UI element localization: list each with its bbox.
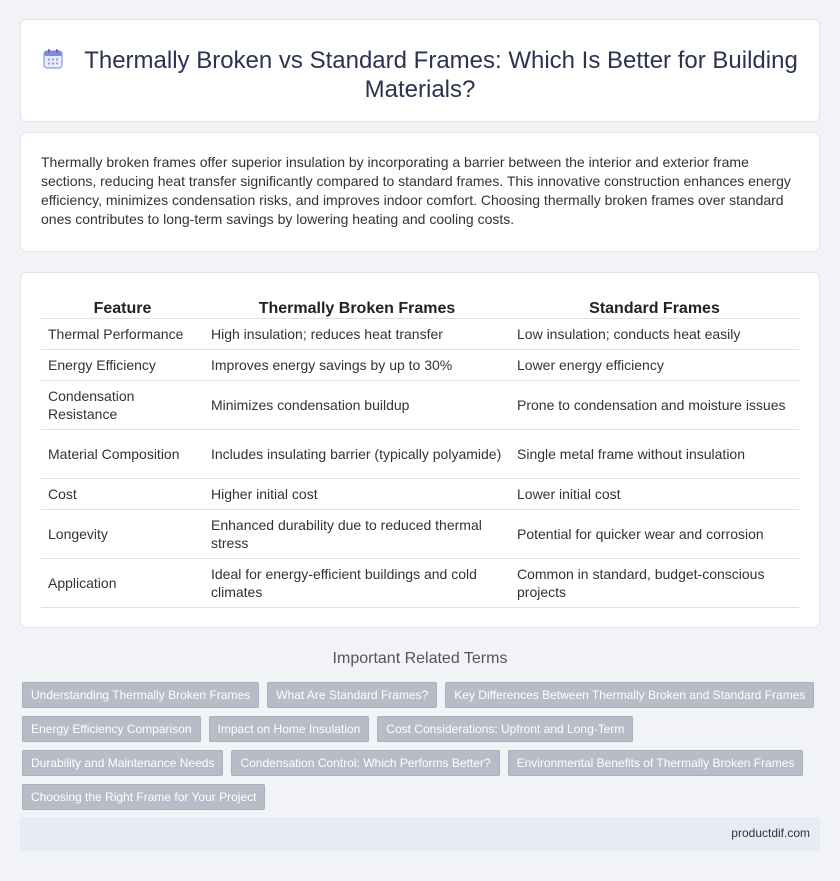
table-cell: Prone to condensation and moisture issues [510,380,799,429]
table-cell: Thermal Performance [41,318,204,349]
related-term-link[interactable]: Cost Considerations: Upfront and Long-Term [377,716,633,742]
table-cell: Ideal for energy-efficient buildings and cold climates [204,558,510,607]
table-row [41,380,799,429]
header-standard: Standard Frames [510,295,799,318]
table-cell: Material Composition [41,429,204,478]
intro-card [20,132,820,252]
related-term-link[interactable]: Impact on Home Insulation [209,716,370,742]
table-row [41,558,799,607]
table-cell: Improves energy savings by up to 30% [204,349,510,380]
table-cell: Longevity [41,509,204,558]
intro-paragraph: Thermally broken frames offer superior insulation by incorporating a barrier between the interior and exterior frame sections, reducing heat transfer significantly compared to standard frames. This innovative construction enhances energy efficiency, minimizes condensation risks, and improves indoor comfort. Choosing thermally broken frames over standard ones contributes to long-term savings by lowering heating and cooling costs. [41,154,791,227]
table-cell: Application [41,558,204,607]
table-cell: Minimizes condensation buildup [204,380,510,429]
table-header-row [41,295,799,318]
footer-site-link[interactable]: productdif.com [731,826,810,840]
comparison-table [41,295,799,608]
table-cell: Potential for quicker wear and corrosion [510,509,799,558]
table-cell: Cost [41,478,204,509]
related-term-link[interactable]: Energy Efficiency Comparison [22,716,201,742]
header-feature: Feature [41,295,204,318]
table-row [41,478,799,509]
table-cell: Single metal frame without insulation [510,429,799,478]
table-cell: Common in standard, budget-conscious projects [510,558,799,607]
related-terms-list [22,682,822,810]
table-cell: Includes insulating barrier (typically polyamide) [204,429,510,478]
table-cell: Higher initial cost [204,478,510,509]
related-term-link[interactable]: Durability and Maintenance Needs [22,750,223,776]
table-cell: Low insulation; conducts heat easily [510,318,799,349]
related-term-link[interactable]: Understanding Thermally Broken Frames [22,682,259,708]
comparison-table-card [20,272,820,628]
table-cell: Lower initial cost [510,478,799,509]
related-term-link[interactable]: What Are Standard Frames? [267,682,437,708]
table-cell: High insulation; reduces heat transfer [204,318,510,349]
page-title-row [21,46,819,104]
table-cell: Lower energy efficiency [510,349,799,380]
related-terms-title: Important Related Terms [332,650,508,667]
table-cell: Energy Efficiency [41,349,204,380]
table-row [41,429,799,478]
table-cell: Enhanced durability due to reduced thermal stress [204,509,510,558]
table-row [41,349,799,380]
related-term-link[interactable]: Environmental Benefits of Thermally Broken Frames [508,750,804,776]
page-title: Thermally Broken vs Standard Frames: Which Is Better for Building Materials? [84,47,798,103]
header-card [20,19,820,122]
calendar-icon [42,48,64,70]
related-term-link[interactable]: Choosing the Right Frame for Your Project [22,784,265,810]
related-term-link[interactable]: Key Differences Between Thermally Broken and Standard Frames [445,682,814,708]
footer [20,817,820,851]
related-term-link[interactable]: Condensation Control: Which Performs Better? [231,750,499,776]
table-row [41,509,799,558]
table-row [41,318,799,349]
table-cell: Condensation Resistance [41,380,204,429]
header-thermally-broken: Thermally Broken Frames [204,295,510,318]
